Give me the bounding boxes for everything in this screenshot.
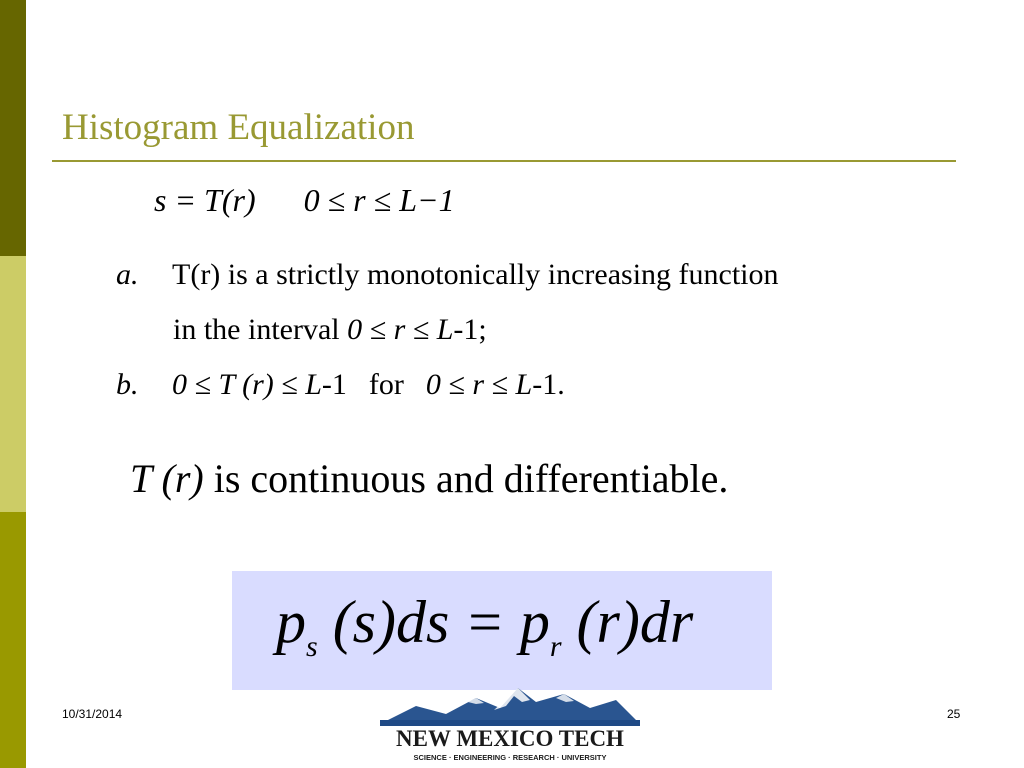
condition-a-continued: [173, 313, 487, 347]
condition-a-marker: a.: [116, 258, 139, 291]
condition-a-interval-math: 0 ≤ r ≤ L: [347, 313, 454, 346]
logo-name: NEW MEXICO TECH: [396, 726, 624, 751]
sidebar-stripe-middle: [0, 256, 26, 512]
condition-a: [116, 258, 779, 292]
continuity-statement-text: is continuous and differentiable.: [203, 456, 729, 501]
condition-a-interval-suffix: -1;: [453, 313, 487, 346]
condition-b-range-math: 0 ≤ T (r) ≤ L: [172, 368, 322, 401]
logo-tagline: SCIENCE · ENGINEERING · RESEARCH · UNIVERSITY: [413, 753, 607, 762]
condition-a-interval-prefix: in the interval: [173, 313, 348, 346]
title-underline: [52, 160, 956, 162]
condition-b-for: for: [368, 368, 404, 401]
condition-b-domain-num: -1.: [532, 368, 565, 401]
lhs-subscript: s: [306, 630, 318, 663]
lhs-p: p: [276, 589, 306, 655]
new-mexico-tech-logo: [376, 684, 644, 768]
mountain-logo-icon: [376, 684, 644, 730]
sidebar-stripe-bottom: [0, 512, 26, 768]
continuity-statement: [130, 455, 728, 502]
rhs-subscript: r: [549, 630, 562, 663]
page-number: 25: [947, 707, 961, 721]
condition-b: [116, 368, 565, 402]
rhs-rest: (r)dr: [561, 589, 694, 655]
transform-definition: s = T(r): [154, 182, 256, 218]
lhs-rest: (s)ds =: [317, 589, 520, 655]
continuity-statement-math: T (r): [130, 456, 204, 501]
sidebar-stripe-top: [0, 0, 26, 256]
footer-date: 10/31/2014: [62, 707, 123, 721]
condition-b-domain-math: 0 ≤ r ≤ L: [425, 368, 533, 401]
condition-b-range-num: -1: [321, 368, 347, 401]
condition-a-text: T(r) is a strictly monotonically increasing function: [172, 258, 779, 291]
slide-title: Histogram Equalization: [62, 107, 415, 148]
condition-b-marker: b.: [116, 368, 139, 401]
rhs-p: p: [519, 589, 550, 655]
probability-equation: [276, 588, 693, 664]
transform-domain: 0 ≤ r ≤ L−1: [303, 182, 455, 218]
transform-equation: [154, 182, 455, 219]
